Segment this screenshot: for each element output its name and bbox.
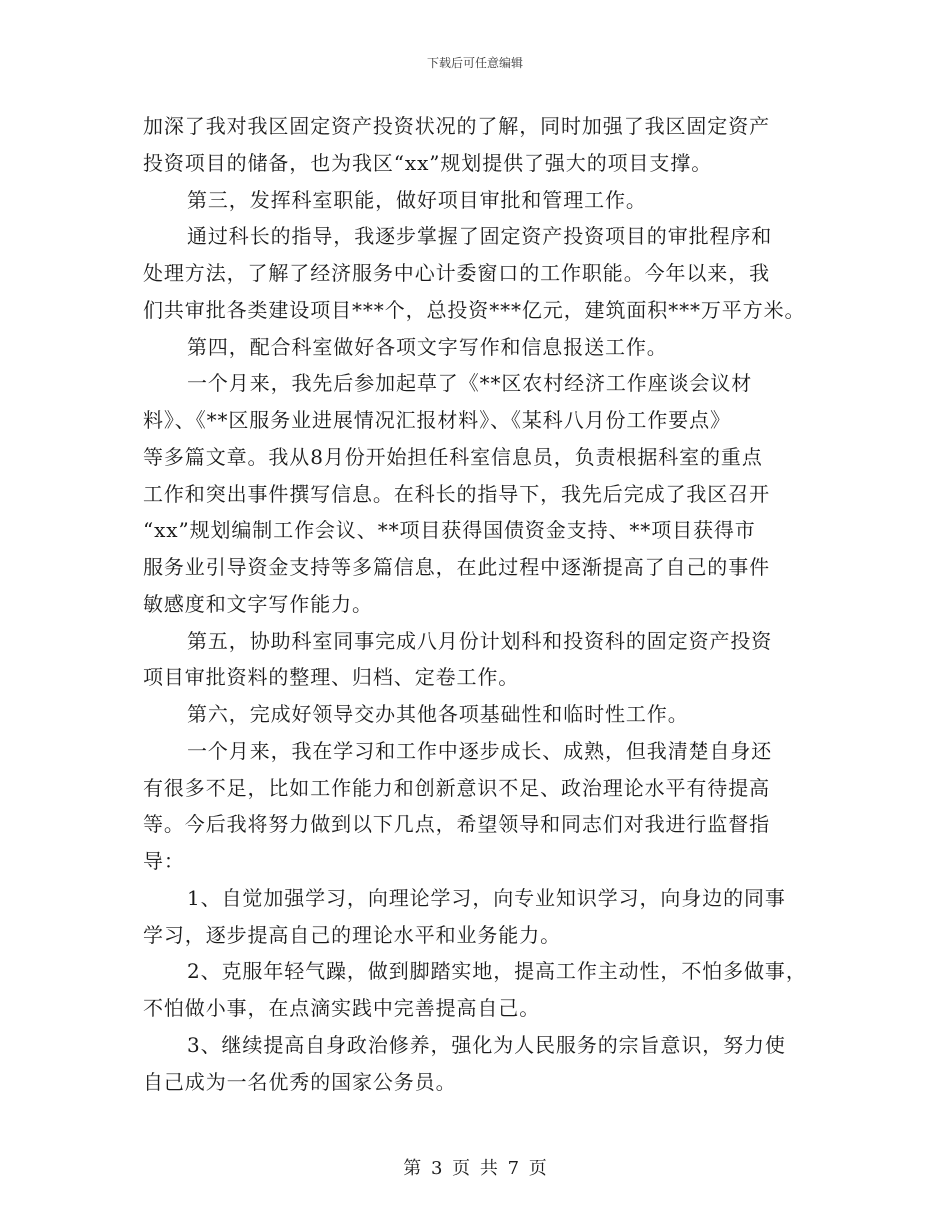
text-line: 们共审批各类建设项目***个，总投资***亿元，建筑面积***万平方米。 <box>143 297 806 322</box>
list-item: 3、继续提高自身政治修养，强化为人民服务的宗旨意识，努力使 <box>187 1032 786 1057</box>
text-line: 自己成为一名优秀的国家公务员。 <box>143 1069 457 1094</box>
list-item: 1、自觉加强学习，向理论学习，向专业知识学习，向身边的同事 <box>187 885 786 910</box>
section-heading: 第四，配合科室做好各项文字写作和信息报送工作。 <box>187 334 668 359</box>
section-heading: 第五，协助科室同事完成八月份计划科和投资科的固定资产投资 <box>187 628 773 653</box>
text-line: 有很多不足，比如工作能力和创新意识不足、政治理论水平有待提高 <box>143 775 770 800</box>
text-line: 一个月来，我先后参加起草了《**区农村经济工作座谈会议材 <box>187 371 753 396</box>
text-line: 等多篇文章。我从8月份开始担任科室信息员，负责根据科室的重点 <box>143 444 763 469</box>
text-line: 服务业引导资金支持等多篇信息，在此过程中逐渐提高了自己的事件 <box>143 555 770 579</box>
text-line: 项目审批资料的整理、归档、定卷工作。 <box>143 665 520 690</box>
text-line: 敏感度和文字写作能力。 <box>143 591 373 616</box>
text-line: 料》、《**区服务业进展情况汇报材料》、《某科八月份工作要点》 <box>143 408 731 432</box>
text-line: 投资项目的储备，也为我区“xx”规划提供了强大的项目支撑。 <box>143 150 713 175</box>
list-item: 2、克服年轻气躁，做到脚踏实地，提高工作主动性，不怕多做事， <box>187 959 807 984</box>
page-header: 下载后可任意编辑 <box>426 56 523 70</box>
text-line: 等。今后我将努力做到以下几点，希望领导和同志们对我进行监督指 <box>143 812 770 837</box>
text-line: 学习，逐步提高自己的理论水平和业务能力。 <box>143 922 561 947</box>
page-number: 第 3 页 共 7 页 <box>403 1158 547 1179</box>
document-body <box>143 108 823 1100</box>
text-line: 通过科长的指导，我逐步掌握了固定资产投资项目的审批程序和 <box>187 224 773 249</box>
text-line: 加深了我对我区固定资产投资状况的了解，同时加强了我区固定资产 <box>143 114 770 138</box>
text-line: 不怕做小事，在点滴实践中完善提高自己。 <box>143 996 541 1020</box>
text-line: 处理方法，了解了经济服务中心计委窗口的工作职能。今年以来，我 <box>143 261 770 285</box>
section-heading: 第三，发挥科室职能，做好项目审批和管理工作。 <box>187 187 647 212</box>
text-line: 工作和突出事件撰写信息。在科长的指导下，我先后完成了我区召开 <box>143 481 770 506</box>
text-line: “xx”规划编制工作会议、**项目获得国债资金支持、**项目获得市 <box>143 518 756 543</box>
section-heading: 第六，完成好领导交办其他各项基础性和临时性工作。 <box>187 702 689 726</box>
text-line: 导： <box>143 849 185 873</box>
text-line: 一个月来，我在学习和工作中逐步成长、成熟，但我清楚自身还 <box>187 738 773 763</box>
